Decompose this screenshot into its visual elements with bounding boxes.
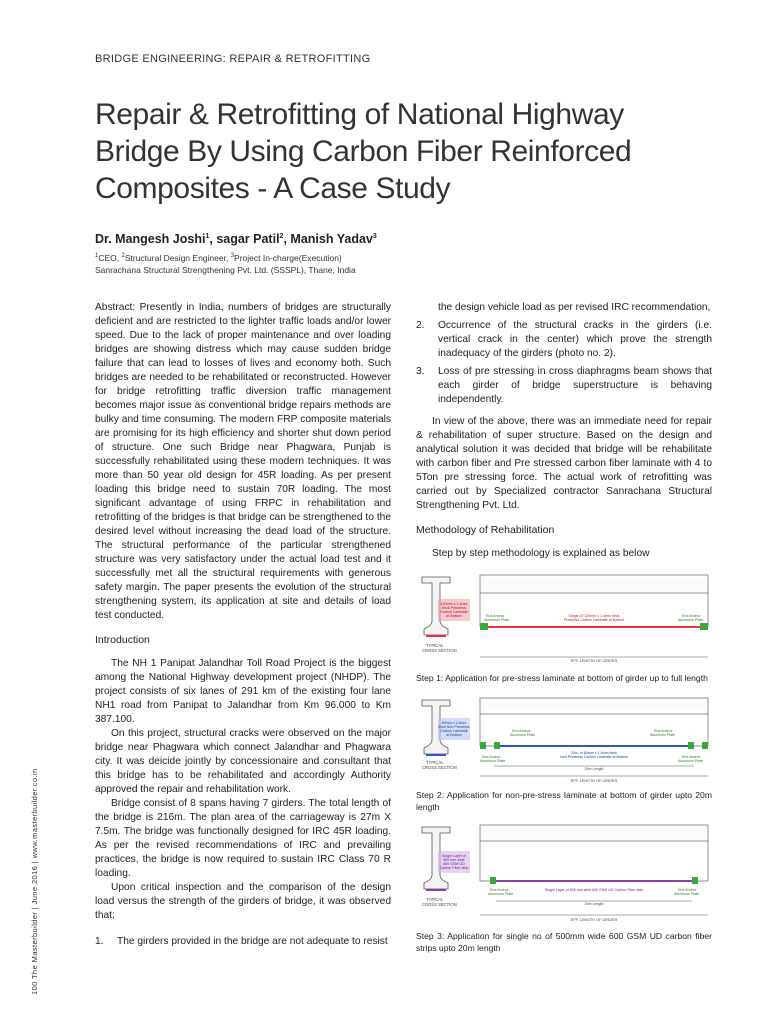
figure-caption-3: Step 3: Application for single no of 500mm wide 600 GSM UD carbon fiber strips upto 20m length <box>416 931 712 953</box>
end-anchor-left <box>490 877 496 884</box>
length-label: EFF. LENGTH OF GIRDER <box>570 779 618 783</box>
list-number: 1. <box>95 936 104 947</box>
girder-diagram-3 <box>416 821 712 927</box>
introduction-heading: Introduction <box>95 634 150 646</box>
list-item-1-continued: the design vehicle load as per revised IRC recommendation, <box>438 302 711 313</box>
section-tag: BRIDGE ENGINEERING: REPAIR & RETROFITTING <box>95 53 371 65</box>
strip-label: 2No. of 80mm x 1.4mm thick Non Prestress Carbon Laminate at Bottom <box>560 751 628 759</box>
title-line-3: Composites - A Case Study <box>95 172 451 205</box>
paragraph-rehabilitation: In view of the above, there was an immediate need for repair & rehabilitation of super structure. Based on the design and analytical solution it was decided that bridge will be rehabilitate with carbon fiber and Pre stressed carbon fiber laminate with 4 to 5Ton pre stressing force. The actual work of retrofitting was carried out by Specialized contractor Sanrachana Structural Strengthening Pvt. Ltd. <box>416 416 712 511</box>
section-label: TYPICAL CROSS SECTION <box>422 760 457 770</box>
figure-step-2 <box>416 694 712 813</box>
callout-text: 80mm x 1.4mm thick Non Prestress Carbon Laminate at Bottom <box>438 721 470 737</box>
strip-label: Single Of 100mm x 1.4mm thick Prestress Carbon Laminate at Bottom <box>563 614 625 622</box>
affil-organization: Sanrachana Structural Strengthening Pvt. Ltd. (SSSPL), Thane, India <box>95 264 356 275</box>
anchor-label-left-inner: End Anchor Aluminum Plate <box>510 729 536 737</box>
affil-role-1: CEO, <box>98 252 122 263</box>
callout-text: 100mm x 1.4mm thick Prestress Carbon Laminate at Bottom <box>440 602 468 618</box>
author-list <box>95 232 377 246</box>
section-label: TYPICAL CROSS SECTION <box>422 643 457 653</box>
list-number: 2. <box>416 320 425 331</box>
right-column <box>416 301 712 954</box>
journal-sidebar: 100 The Masterbuilder | June 2016 | www.masterbuilder.co.in <box>30 768 39 995</box>
author-2: sagar Patil <box>216 232 280 246</box>
intro-paragraph-2: On this project, structural cracks were observed on the major bridge near Phagwara which connect Jalandhar and Phagwara city. It was deicide jointly by concessionaire and consultant that this bridge has to be rehabilitated and accordingly Authority approved the repair and rehabilitation work. <box>95 728 391 795</box>
author-separator: , <box>283 232 291 246</box>
sub-length-label: 20m Length <box>584 767 604 771</box>
intro-paragraph-3: Bridge consist of 8 spans having 7 girders. The total length of the bridge is 216m. The plan area of the carriageway is 27m X 7.5m. The bridge was functionally designed for IRC 45R loading. As per the revised recommendations of IRC and prevailing practices, the bridge is now required to sustain IRC Class 70 R loading. <box>95 798 391 879</box>
list-number: 3. <box>416 366 425 377</box>
anchor-label-left: End Anchor Aluminum Plate <box>480 755 506 763</box>
anchor-label-right-inner: End Anchor Aluminum Plate <box>650 729 676 737</box>
strip-label: Single Layer of 500 mm wide 600 GSM UD Carbon Fiber strip <box>544 888 644 892</box>
end-anchor-left <box>480 742 486 749</box>
end-anchor-left <box>480 623 488 630</box>
methodology-heading: Methodology of Rehabilitation <box>416 524 555 536</box>
girder-elevation-2 <box>480 698 708 746</box>
section-laminate <box>426 754 446 756</box>
affil-role-3: Project In-charge(Execution) <box>234 252 342 263</box>
anchor-label-right: End Anchor Aluminum Plate <box>678 755 704 763</box>
affil-sup-2: 2 <box>121 253 125 259</box>
anchor-label-left: End Anchor Aluminum Plate <box>488 888 514 896</box>
title-line-2: Bridge By Using Carbon Fiber Reinforced <box>95 135 632 168</box>
affil-sup-3: 3 <box>230 253 235 259</box>
figure-caption-1: Step 1: Application for pre-stress laminate at bottom of girder up to full length <box>416 673 708 683</box>
list-text: Loss of pre stressing in cross diaphragms beam shows that each girder of bridge superstructure is behaving independently. <box>438 366 712 405</box>
affil-role-2: Structural Design Engineer, <box>124 252 231 263</box>
sub-length-label: 20m Length <box>584 902 604 906</box>
author-1: Dr. Mangesh Joshi <box>95 232 206 246</box>
author-3-sup: 3 <box>372 232 377 240</box>
girder-elevation-3 <box>480 825 708 881</box>
list-item-2 <box>416 319 712 361</box>
end-anchor-left-inner <box>494 742 500 749</box>
author-2-sup: 2 <box>279 232 284 240</box>
figure-step-3 <box>416 821 712 954</box>
girder-diagram-1 <box>416 569 712 669</box>
girder-diagram-2 <box>416 694 712 786</box>
anchor-label-right: End Anchor Aluminum Plate <box>678 614 704 622</box>
section-fiber-strip <box>426 889 446 891</box>
author-3: Manish Yadav <box>290 232 373 246</box>
intro-paragraph-1: The NH 1 Panipat Jalandhar Toll Road Project is the biggest among the National Highway development project (NHDP). The project consists of six lanes of 291 km of the existing four lane NH1 road from Panipat to Jalandhar from Km 96.000 to Km 387.100. <box>95 658 391 725</box>
length-label: EFF. LENGTH OF GIRDER <box>570 918 618 922</box>
end-anchor-right <box>700 623 708 630</box>
left-column <box>95 301 391 949</box>
affiliation <box>95 250 515 276</box>
anchor-label-left: End Anchor Aluminum Plate <box>484 614 510 622</box>
non-prestress-laminate <box>494 745 694 747</box>
prestress-laminate <box>482 626 706 628</box>
length-label: EFF. LENGTH OF GIRDER <box>570 659 618 663</box>
carbon-fiber-strip <box>496 880 692 882</box>
title-line-1: Repair & Retrofitting of National Highway <box>95 98 624 131</box>
figure-step-1 <box>416 569 712 684</box>
callout-text: Single Layer of 500 mm wide 600 GSM UD Carbon Fiber strip <box>439 854 469 870</box>
methodology-intro: Step by step methodology is explained as below <box>432 548 650 559</box>
affil-sup-1: 1 <box>95 253 99 259</box>
section-laminate <box>426 635 446 637</box>
list-item-1 <box>95 935 391 949</box>
author-1-sup: 1 <box>205 232 210 240</box>
author-separator: , <box>209 232 217 246</box>
list-text: The girders provided in the bridge are not adequate to resist <box>117 936 388 947</box>
article-title <box>95 96 695 207</box>
list-text: Occurrence of the structural cracks in the girders (i.e. vertical crack in the center) which prove the strength inadequacy of the girders (photo no. 2). <box>438 320 712 359</box>
intro-paragraph-4: Upon critical inspection and the comparison of the design load versus the strength of the girders of bridge, it was observed that; <box>95 882 391 921</box>
anchor-label-right: End Anchor Aluminum Plate <box>674 888 700 896</box>
figure-caption-2: Step 2: Application for non-pre-stress laminate at bottom of girder upto 20m length <box>416 790 712 812</box>
end-anchor-right-inner <box>688 742 694 749</box>
abstract: Abstract: Presently in India, numbers of bridges are structurally deficient and are restricted to the lighter traffic loads and/or lower speed. Due to the lack of proper maintenance and over loading bridges are showing distress which may cause sudden bridge failure that can lead to losses of lives and economy both. Such bridges are needed to be rehabilitated or reconstructed. However for bridge retrofitting traffic diversion traffic management becomes major issue as conventional bridge repairs methods are bulky and time consuming. The modern FRP composite materials are promising for its high efficiency and shorter shut down period of structure. One such Bridge near Phagwara, Punjab is successfully rehabilitated using these modern techniques. It was more than 50 year old design for 45R loading. As per present loading this bridge need to sustain 70R loading. The most significant advantage of using FRPC in rehabilitation and retrofitting of the bridges is that bridge can be strengthened to the desired level without increasing the dead load of the structure. The structural performance of the particular strengthened structure was very satisfactory under the actual load test and it successfully met all the structural requirements with generous safety margin. The paper presents the evolution of the structural strengthening system, its application at site and details of load test conducted. <box>95 302 391 621</box>
list-item-3 <box>416 365 712 407</box>
end-anchor-right <box>702 742 708 749</box>
section-label: TYPICAL CROSS SECTION <box>422 897 457 907</box>
end-anchor-right <box>692 877 698 884</box>
